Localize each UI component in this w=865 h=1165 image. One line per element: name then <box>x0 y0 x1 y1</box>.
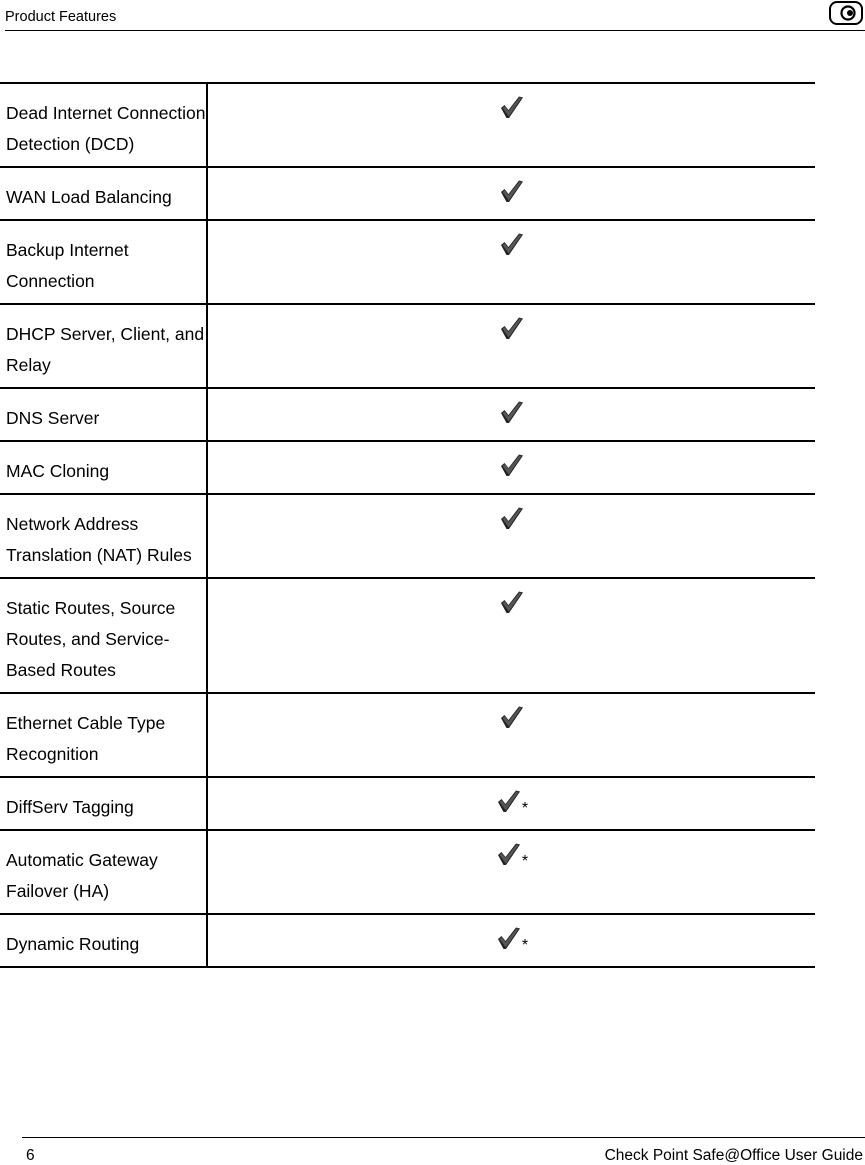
feature-name: Dead Internet Connection Detection (DCD) <box>0 83 207 167</box>
feature-name: DNS Server <box>0 388 207 441</box>
table-row <box>0 914 815 967</box>
feature-support-cell <box>207 441 815 494</box>
checkmark-icon <box>495 925 521 951</box>
feature-support-cell <box>207 578 815 693</box>
page-number: 6 <box>26 1147 35 1164</box>
feature-support-cell <box>207 494 815 578</box>
table-row <box>0 167 815 220</box>
table-row <box>0 830 815 914</box>
section-title: Product Features <box>5 9 117 25</box>
feature-name: Backup Internet Connection <box>0 220 207 304</box>
feature-name: Ethernet Cable Type Recognition <box>0 693 207 777</box>
feature-support-cell <box>207 83 815 167</box>
page-header <box>5 0 865 31</box>
feature-name: DiffServ Tagging <box>0 777 207 830</box>
feature-support-cell <box>207 693 815 777</box>
checkmark-icon <box>498 399 524 425</box>
footnote-marker: * <box>521 800 529 817</box>
feature-support-cell <box>207 167 815 220</box>
features-table <box>0 82 815 968</box>
feature-name: Static Routes, Source Routes, and Service-Based Routes <box>0 578 207 693</box>
checkmark-icon <box>498 231 524 257</box>
table-row <box>0 441 815 494</box>
check-point-logo-icon <box>829 1 863 25</box>
table-row <box>0 578 815 693</box>
feature-support-cell <box>207 220 815 304</box>
table-row <box>0 83 815 167</box>
footnote-marker: * <box>521 853 529 870</box>
checkmark-icon <box>498 704 524 730</box>
feature-support-cell <box>207 304 815 388</box>
feature-support-cell <box>207 388 815 441</box>
feature-name: Dynamic Routing <box>0 914 207 967</box>
checkmark-icon <box>498 178 524 204</box>
checkmark-icon <box>498 505 524 531</box>
checkmark-icon <box>498 315 524 341</box>
footnote-marker: * <box>521 937 529 954</box>
table-row <box>0 693 815 777</box>
checkmark-icon <box>495 788 521 814</box>
table-row <box>0 220 815 304</box>
checkmark-icon <box>498 94 524 120</box>
checkmark-icon <box>498 589 524 615</box>
feature-support-cell <box>207 830 815 914</box>
table-row <box>0 494 815 578</box>
feature-support-cell <box>207 914 815 967</box>
guide-title: Check Point Safe@Office User Guide <box>604 1147 863 1164</box>
page-footer <box>22 1137 865 1164</box>
feature-name: Automatic Gateway Failover (HA) <box>0 830 207 914</box>
feature-support-cell <box>207 777 815 830</box>
table-row <box>0 777 815 830</box>
checkmark-icon <box>495 841 521 867</box>
checkmark-icon <box>498 452 524 478</box>
feature-name: MAC Cloning <box>0 441 207 494</box>
table-row <box>0 388 815 441</box>
feature-name: DHCP Server, Client, and Relay <box>0 304 207 388</box>
feature-name: Network Address Translation (NAT) Rules <box>0 494 207 578</box>
feature-name: WAN Load Balancing <box>0 167 207 220</box>
table-row <box>0 304 815 388</box>
